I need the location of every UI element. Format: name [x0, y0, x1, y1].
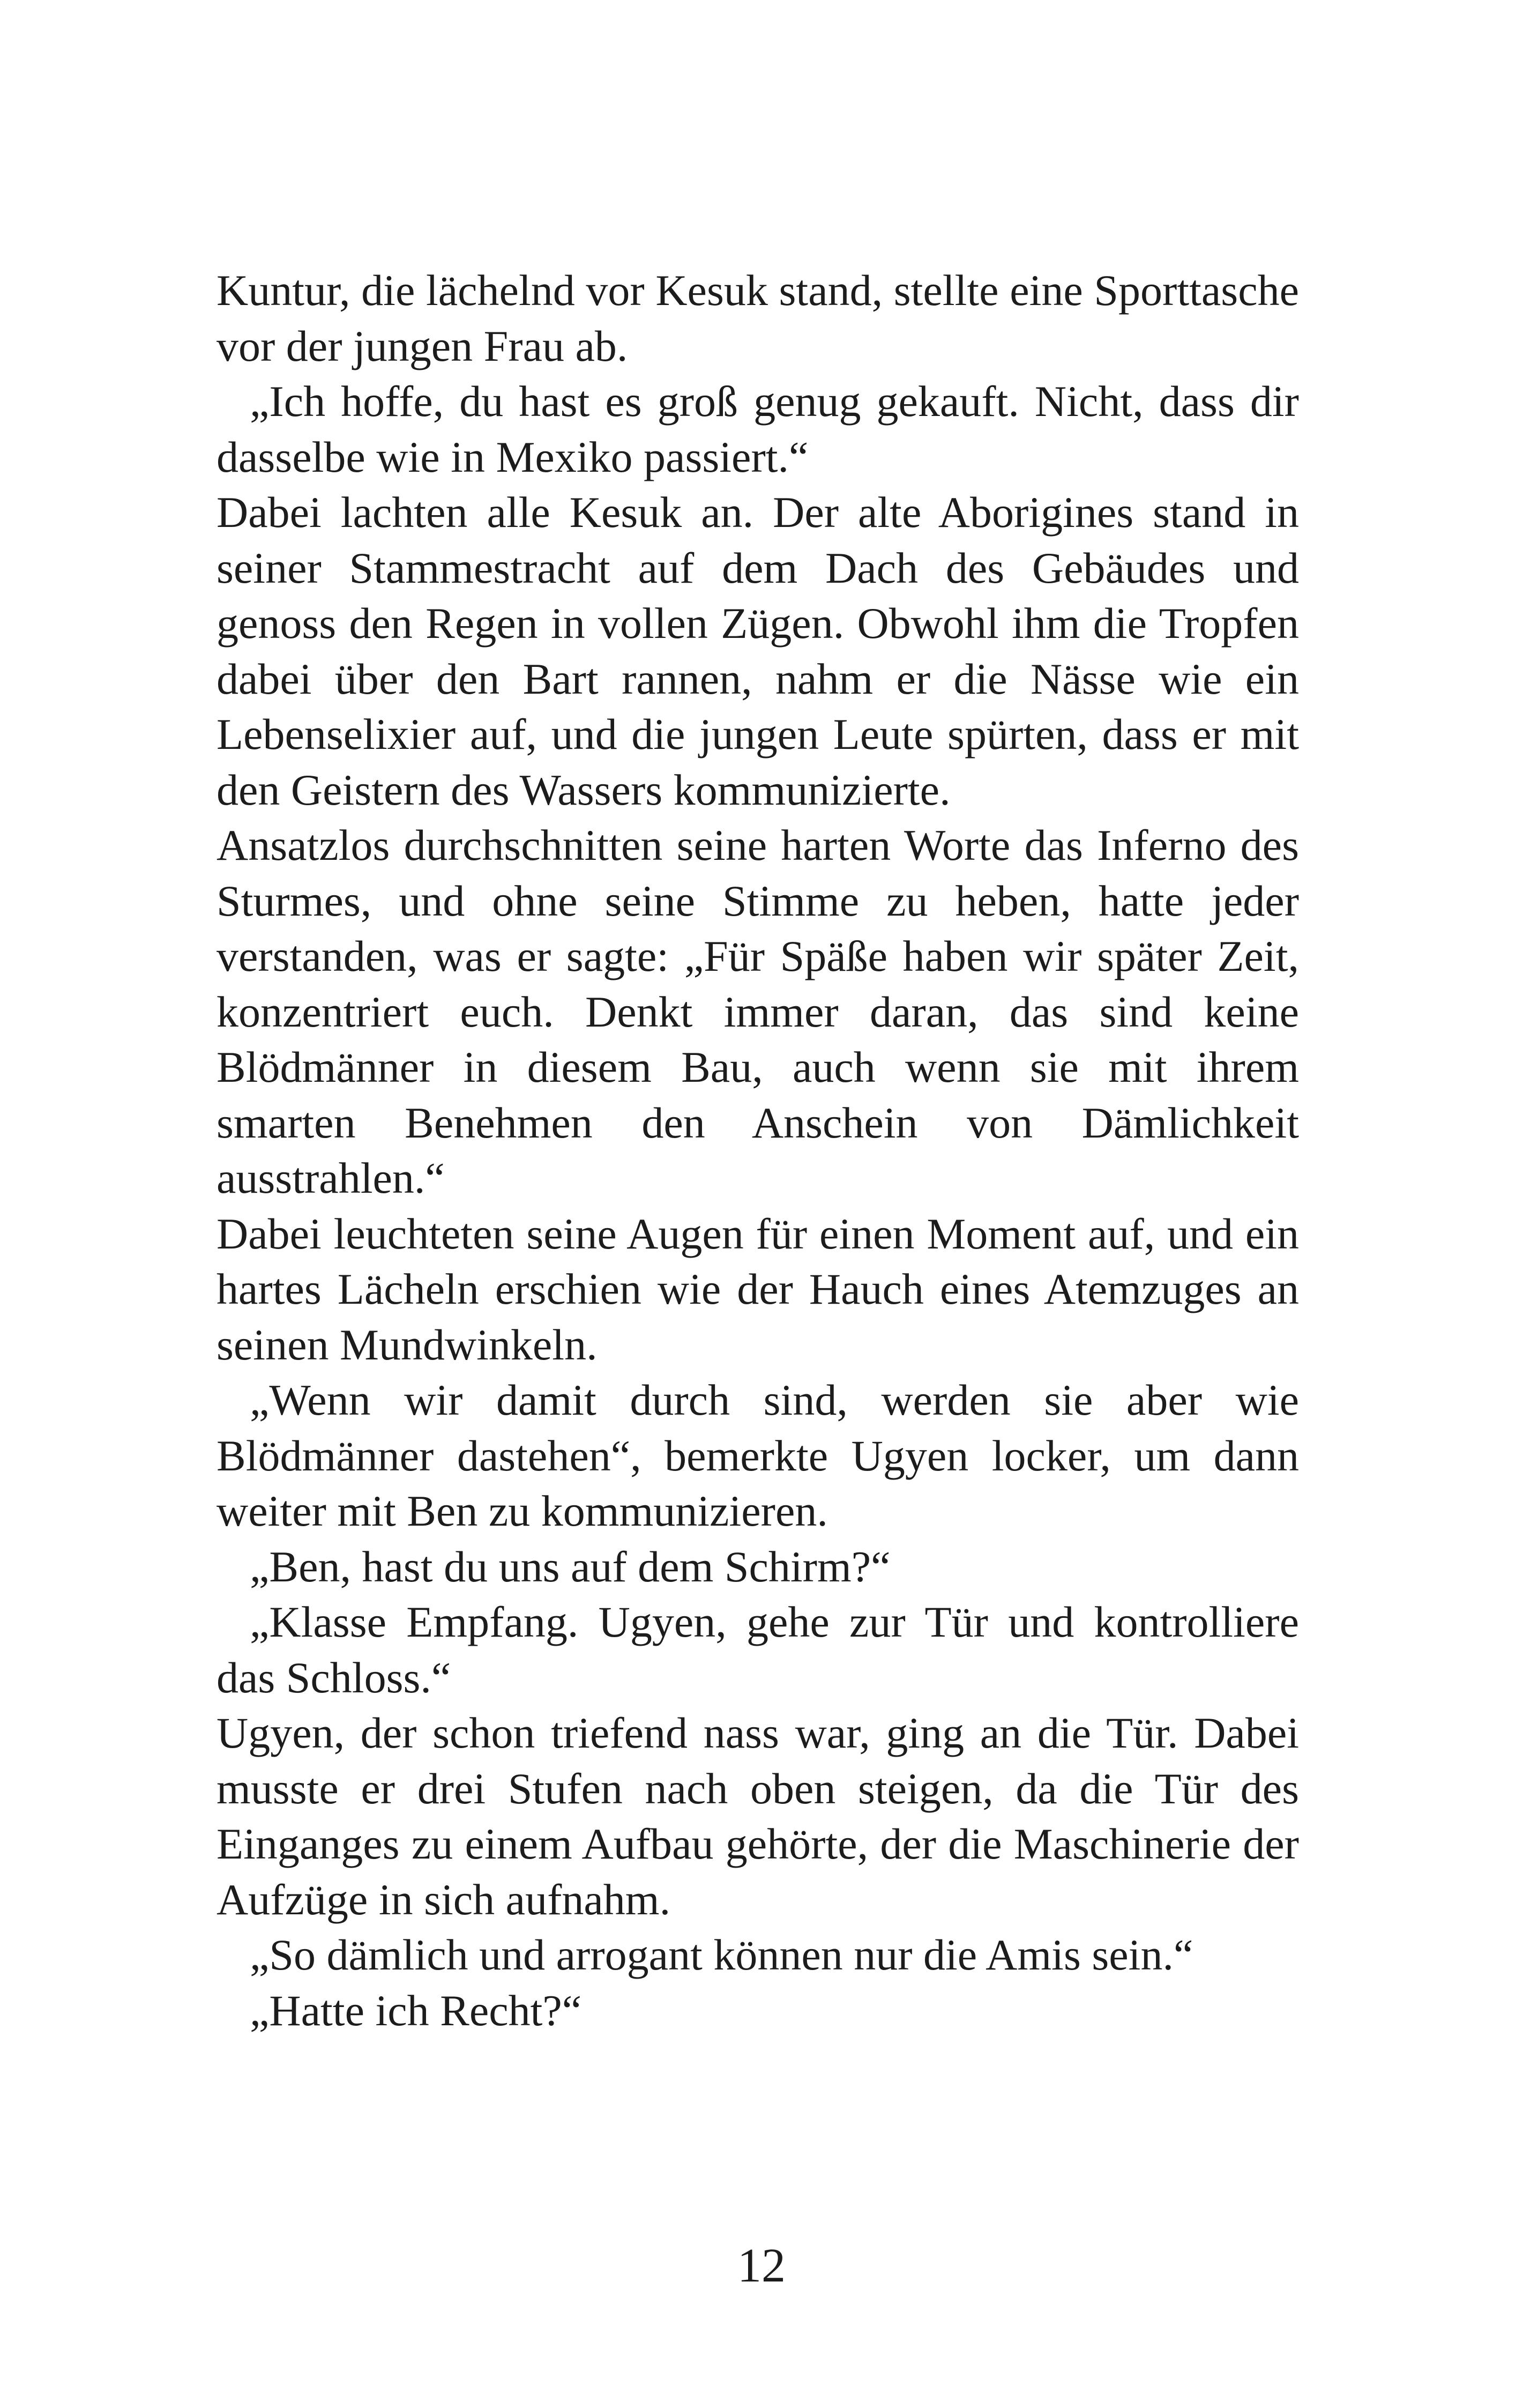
paragraph: Dabei lachten alle Kesuk an. Der alte Aborigines stand in seiner Stammestracht auf dem Dach des Gebäudes und genoss den Regen in vollen Zügen. Obwohl ihm die Tropfen dabei über den Bart rannen, nahm er die Nässe wie ein Lebenselixier auf, und die jungen Leute spürten, dass er mit den Geistern des Wassers kommunizierte. [216, 488, 1299, 814]
paragraph: „So dämlich und arrogant können nur die Amis sein.“ [250, 1930, 1193, 1979]
paragraph: Ansatzlos durchschnitten seine harten Worte das Inferno des Sturmes, und ohne seine Stimme zu heben, hatte jeder verstanden, was er sagte: „Für Späße haben wir später Zeit, konzentriert euch. Denkt immer daran, das sind keine Blödmänner in diesem Bau, auch wenn sie mit ihrem smarten Benehmen den Anschein von Dämlichkeit ausstrahlen.“ [216, 821, 1299, 1202]
body-text [216, 263, 1299, 2038]
paragraph: „Ich hoffe, du hast es groß genug gekauft. Nicht, dass dir dasselbe wie in Mexiko passiert.“ [216, 377, 1299, 481]
paragraph: Dabei leuchteten seine Augen für einen Moment auf, und ein hartes Lächeln erschien wie der Hauch eines Atemzuges an seinen Mundwinkeln. [216, 1209, 1299, 1369]
paragraph: „Ben, hast du uns auf dem Schirm?“ [250, 1542, 891, 1591]
page-number: 12 [737, 2239, 786, 2292]
paragraph: „Hatte ich Recht?“ [250, 1986, 582, 2035]
paragraph: „Wenn wir damit durch sind, werden sie aber wie Blödmänner dastehen“, bemerkte Ugyen locker, um dann weiter mit Ben zu kommunizieren. [216, 1376, 1299, 1535]
paragraph: Kuntur, die lächelnd vor Kesuk stand, stellte eine Sporttasche vor der jungen Frau ab. [216, 266, 1299, 370]
paragraph: Ugyen, der schon triefend nass war, ging an die Tür. Dabei musste er drei Stufen nach oben steigen, da die Tür des Einganges zu einem Aufbau gehörte, der die Maschinerie der Aufzüge in sich aufnahm. [216, 1708, 1299, 1924]
paragraph: „Klasse Empfang. Ugyen, gehe zur Tür und kontrolliere das Schloss.“ [216, 1597, 1299, 1702]
